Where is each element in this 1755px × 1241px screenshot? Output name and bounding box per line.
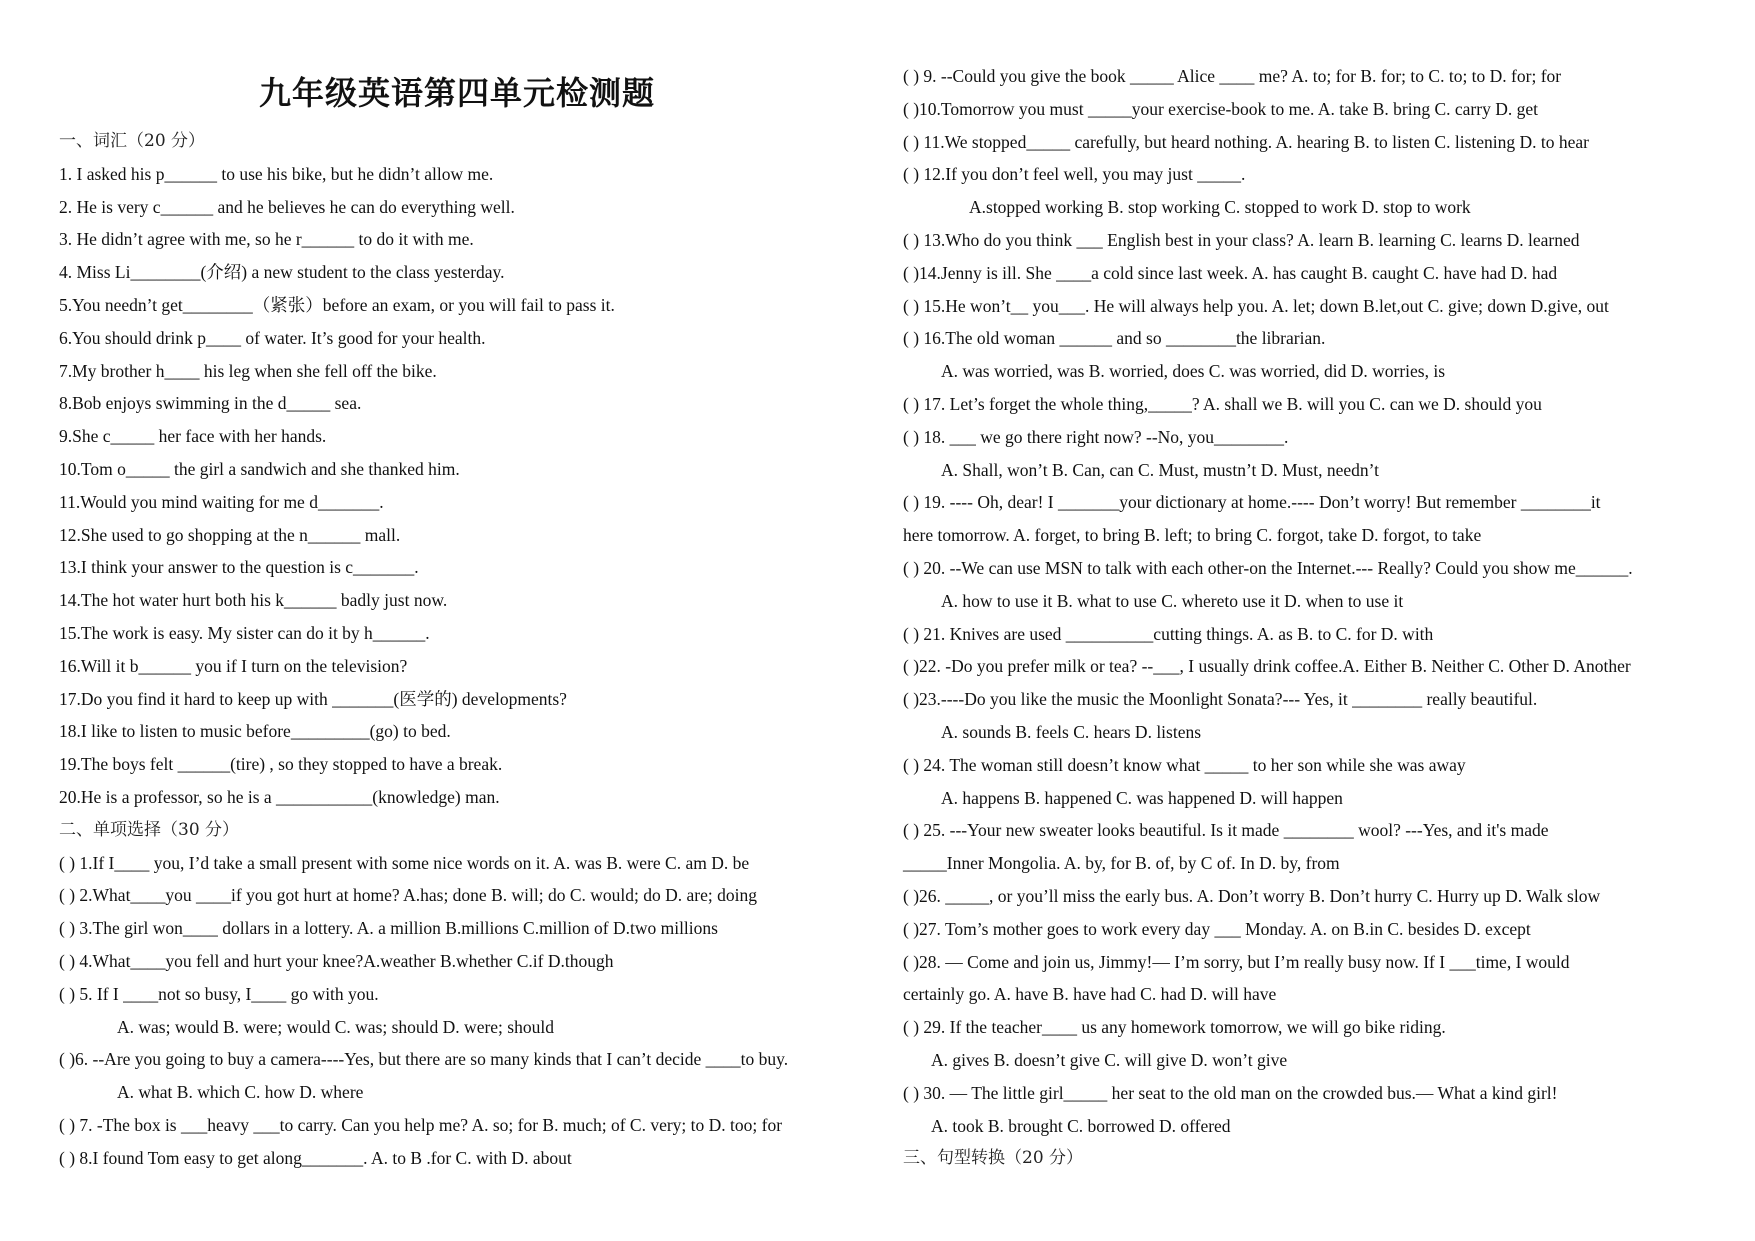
left-line: 17.Do you find it hard to keep up with _______(医学的) developments? [59, 688, 567, 709]
right-line: ( )26. _____, or you’ll miss the early bus. A. Don’t worry B. Don’t hurry C. Hurry up D. Walk slow [903, 886, 1601, 906]
page-title: 九年级英语第四单元检测题 [259, 74, 656, 112]
right-line: ( ) 20. --We can use MSN to talk with each other-on the Internet.--- Really? Could you show me______. [903, 558, 1633, 578]
left-line: 9.She c_____ her face with her hands. [59, 426, 327, 447]
right-line: ( ) 30. — The little girl_____ her seat to the old man on the crowded bus.— What a kind girl! [903, 1082, 1558, 1103]
right-line: ( ) 13.Who do you think ___ English best in your class? A. learn B. learning C. learns D. learned [903, 230, 1580, 250]
right-line: ( ) 25. ---Your new sweater looks beautiful. Is it made ________ wool? ---Yes, and it's made [903, 820, 1549, 841]
left-line: ( ) 5. If I ____not so busy, I____ go with you. [59, 983, 379, 1004]
left-line: 14.The hot water hurt both his k______ badly just now. [59, 590, 448, 611]
left-line: 19.The boys felt ______(tire) , so they stopped to have a break. [59, 754, 503, 775]
left-line: 一、词汇（20 分） [59, 131, 206, 151]
right-line: A. how to use it B. what to use C. whereto use it D. when to use it [941, 590, 1404, 611]
left-line: 8.Bob enjoys swimming in the d_____ sea. [59, 393, 362, 414]
right-line: ( ) 11.We stopped_____ carefully, but heard nothing. A. hearing B. to listen C. listening D. to hear [903, 131, 1589, 152]
right-line: A. sounds B. feels C. hears D. listens [941, 722, 1202, 742]
right-line: ( ) 24. The woman still doesn’t know what _____ to her son while she was away [903, 754, 1466, 775]
right-line: certainly go. A. have B. have had C. had D. will have [903, 984, 1277, 1005]
left-line: 二、单项选择（30 分） [59, 819, 240, 840]
left-line: ( ) 2.What____you ____if you got hurt at home? A.has; done B. will; do C. would; do D. are; doing [59, 885, 757, 906]
left-line: ( ) 3.The girl won____ dollars in a lottery. A. a million B.millions C.million of D.two millions [59, 918, 718, 939]
right-line: A. was worried, was B. worried, does C. was worried, did D. worries, is [941, 361, 1446, 382]
left-line: 7.My brother h____ his leg when she fell off the bike. [59, 360, 437, 381]
left-line: 2. He is very c______ and he believes he can do everything well. [59, 196, 515, 217]
right-line: ( )22. -Do you prefer milk or tea? --___, I usually drink coffee.A. Either B. Neither C. Other D. Another [903, 656, 1631, 677]
right-line: ( )23.----Do you like the music the Moonlight Sonata?--- Yes, it ________ really beautiful. [903, 689, 1538, 710]
left-line: 12.She used to go shopping at the n______ mall. [59, 524, 401, 545]
right-line: ( ) 21. Knives are used __________cutting things. A. as B. to C. for D. with [903, 623, 1434, 644]
left-line: 11.Would you mind waiting for me d_______. [59, 491, 384, 512]
right-line: ( ) 18. ___ we go there right now? --No, you________. [903, 426, 1289, 447]
left-line: 15.The work is easy. My sister can do it by h______. [59, 623, 430, 643]
left-line: ( ) 7. -The box is ___heavy ___to carry. Can you help me? A. so; for B. much; of C. very; to D. too; for [59, 1115, 783, 1135]
right-line: here tomorrow. A. forget, to bring B. left; to bring C. forgot, take D. forgot, to take [903, 525, 1482, 546]
right-line: ( ) 17. Let’s forget the whole thing,_____? A. shall we B. will you C. can we D. should you [903, 394, 1542, 414]
right-line: ( )28. — Come and join us, Jimmy!— I’m sorry, but I’m really busy now. If I ___time, I would [903, 951, 1570, 972]
left-line: 13.I think your answer to the question is c_______. [59, 557, 419, 578]
right-line: ( )14.Jenny is ill. She ____a cold since last week. A. has caught B. caught C. have had D. had [903, 262, 1558, 283]
left-line: 20.He is a professor, so he is a ___________(knowledge) man. [59, 787, 500, 807]
right-line: ( ) 9. --Could you give the book _____ Alice ____ me? A. to; for B. for; to C. to; to D. for; for [903, 66, 1562, 86]
left-line: 4. Miss Li________(介绍) a new student to the class yesterday. [59, 262, 505, 283]
right-line: ( )10.Tomorrow you must _____your exercise-book to me. A. take B. bring C. carry D. get [903, 98, 1538, 119]
left-line: 18.I like to listen to music before_________(go) to bed. [59, 721, 451, 742]
left-line: ( ) 4.What____you fell and hurt your knee?A.weather B.whether C.if D.though [59, 951, 614, 971]
left-line: 6.You should drink p____ of water. It’s good for your health. [59, 327, 486, 348]
left-line: ( )6. --Are you going to buy a camera----Yes, but there are so many kinds that I can’t decide ____to buy. [59, 1049, 789, 1070]
left-line: ( ) 1.If I____ you, I’d take a small present with some nice words on it. A. was B. were C. am D. be [59, 852, 750, 873]
left-line: 1. I asked his p______ to use his bike, but he didn’t allow me. [59, 163, 494, 184]
left-line: 5.You needn’t get________（紧张）before an exam, or you will fail to pass it. [59, 295, 615, 315]
left-line: A. was; would B. were; would C. was; should D. were; should [117, 1016, 554, 1037]
left-line: A. what B. which C. how D. where [117, 1082, 364, 1103]
right-line: ( ) 16.The old woman ______ and so ________the librarian. [903, 328, 1326, 349]
left-line: 10.Tom o_____ the girl a sandwich and she thanked him. [59, 459, 460, 479]
right-line: A.stopped working B. stop working C. stopped to work D. stop to work [969, 197, 1471, 218]
right-line: A. gives B. doesn’t give C. will give D. won’t give [931, 1050, 1288, 1070]
right-line: A. Shall, won’t B. Can, can C. Must, mustn’t D. Must, needn’t [941, 459, 1379, 480]
right-line: ( )27. Tom’s mother goes to work every day ___ Monday. A. on B.in C. besides D. except [903, 918, 1531, 939]
left-line: ( ) 8.I found Tom easy to get along_______. A. to B .for C. with D. about [59, 1147, 572, 1168]
right-line: _____Inner Mongolia. A. by, for B. of, by C of. In D. by, from [903, 853, 1340, 874]
left-line: 16.Will it b______ you if I turn on the television? [59, 655, 408, 676]
right-line: A. took B. brought C. borrowed D. offered [931, 1115, 1231, 1136]
right-line: ( ) 29. If the teacher____ us any homework tomorrow, we will go bike riding. [903, 1017, 1446, 1038]
left-line: 3. He didn’t agree with me, so he r______ to do it with me. [59, 229, 474, 250]
right-line: 三、句型转换（20 分） [903, 1148, 1084, 1169]
right-line: ( ) 15.He won’t__ you___. He will always help you. A. let; down B.let,out C. give; down D.give, out [903, 295, 1609, 316]
right-line: ( ) 19. ---- Oh, dear! I _______your dictionary at home.---- Don’t worry! But remember ________it [903, 492, 1601, 513]
right-line: ( ) 12.If you don’t feel well, you may just _____. [903, 164, 1246, 185]
right-line: A. happens B. happened C. was happened D. will happen [941, 787, 1343, 808]
